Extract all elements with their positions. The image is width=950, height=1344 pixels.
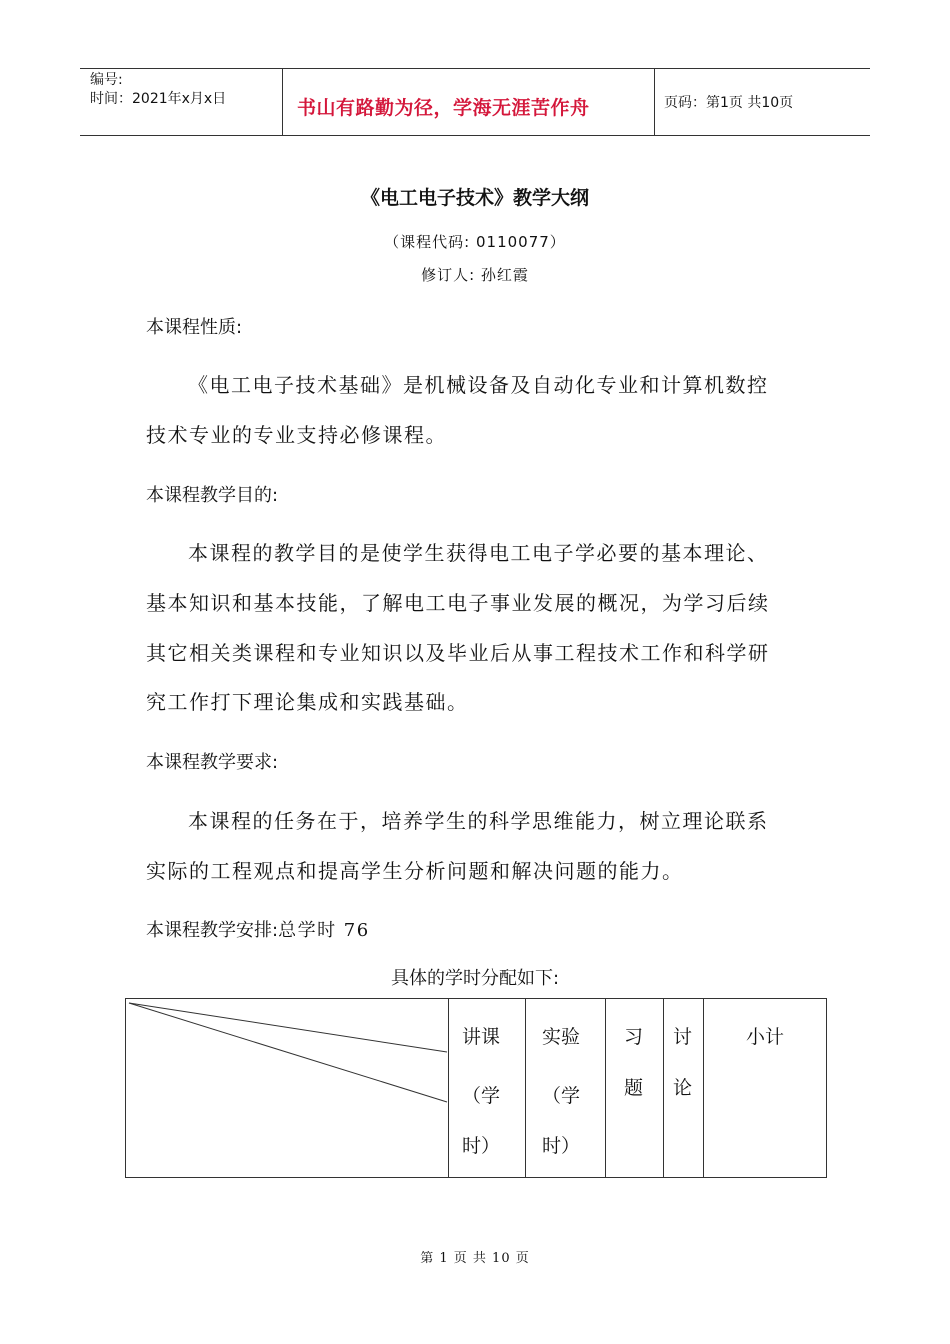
total-hours: 总学时 76 bbox=[278, 920, 370, 941]
paragraph-line: 实际的工程观点和提高学生分析问题和解决问题的能力。 bbox=[146, 859, 684, 883]
course-code: （课程代码: 0110077） bbox=[384, 233, 566, 251]
header-divider bbox=[654, 69, 655, 135]
paragraph-line: 《电工电子技术基础》是机械设备及自动化专业和计算机数控 bbox=[188, 373, 769, 397]
table-column-divider bbox=[663, 998, 664, 1177]
col-lecture-line: 讲课 bbox=[462, 1026, 501, 1048]
reviser: 修订人: 孙红霞 bbox=[421, 266, 529, 284]
paragraph-line: 其它相关类课程和专业知识以及毕业后从事工程技术工作和科学研 bbox=[146, 641, 770, 665]
col-discussion-line: 讨 bbox=[673, 1026, 693, 1048]
section-heading-nature: 本课程性质: bbox=[146, 317, 243, 338]
allocation-caption: 具体的学时分配如下: bbox=[390, 968, 560, 989]
col-lecture-line: 时） bbox=[462, 1135, 501, 1157]
col-lab-line: （学 bbox=[542, 1085, 581, 1107]
schedule-line bbox=[146, 916, 370, 942]
diagonal-header-lines bbox=[125, 998, 449, 1108]
paragraph-line: 本课程的教学目的是使学生获得电工电子学必要的基本理论、 bbox=[188, 541, 769, 565]
header-divider bbox=[282, 69, 283, 135]
motto: 书山有路勤为径，学海无涯苦作舟 bbox=[297, 97, 590, 119]
section-heading-purpose: 本课程教学目的: bbox=[146, 485, 279, 506]
col-lab-line: 实验 bbox=[542, 1026, 581, 1048]
table-column-divider bbox=[525, 998, 526, 1177]
table-column-divider bbox=[605, 998, 606, 1177]
header-bottom-rule bbox=[80, 135, 870, 136]
col-lab-line: 时） bbox=[542, 1135, 581, 1157]
document-number-label: 编号: bbox=[90, 72, 123, 88]
col-lecture-line: （学 bbox=[462, 1085, 501, 1107]
col-subtotal: 小计 bbox=[746, 1026, 785, 1048]
col-exercise-line: 习 bbox=[624, 1026, 644, 1048]
paragraph-line: 技术专业的专业支持必修课程。 bbox=[146, 423, 447, 447]
col-discussion-line: 论 bbox=[673, 1077, 693, 1099]
section-heading-schedule: 本课程教学安排: bbox=[146, 920, 279, 941]
paragraph-line: 基本知识和基本技能，了解电工电子事业发展的概况，为学习后续 bbox=[146, 591, 770, 615]
page-footer: 第 1 页 共 10 页 bbox=[420, 1251, 530, 1266]
header-top-rule bbox=[80, 68, 870, 69]
document-title: 《电工电子技术》教学大纲 bbox=[360, 187, 589, 209]
section-heading-requirement: 本课程教学要求: bbox=[146, 752, 279, 773]
document-time: 时间：2021年x月x日 bbox=[90, 91, 227, 107]
table-column-divider bbox=[703, 998, 704, 1177]
paragraph-line: 究工作打下理论集成和实践基础。 bbox=[146, 690, 469, 714]
paragraph-line: 本课程的任务在于，培养学生的科学思维能力，树立理论联系 bbox=[188, 809, 769, 833]
header-page-info: 页码：第1页 共10页 bbox=[664, 95, 794, 111]
col-exercise-line: 题 bbox=[624, 1077, 644, 1099]
